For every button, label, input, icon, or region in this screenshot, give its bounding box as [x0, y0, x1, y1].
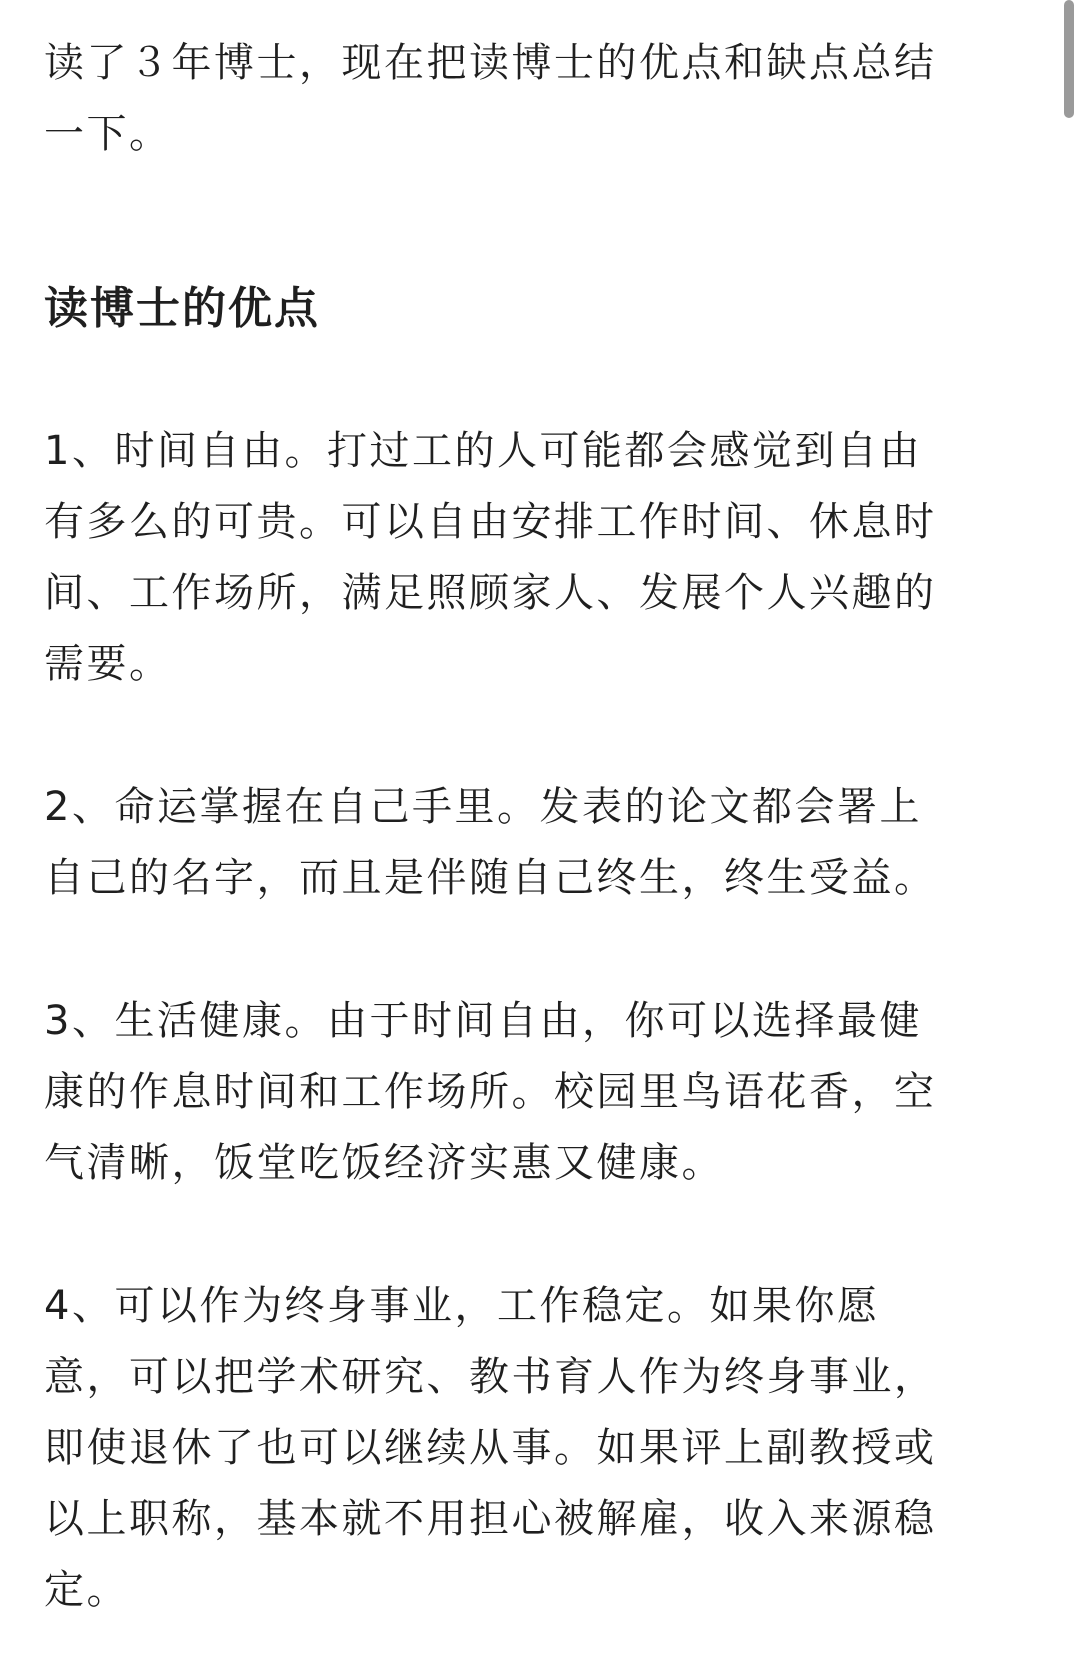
- item-line: 2、命运掌握在自己手里。发表的论文都会署上: [44, 784, 922, 830]
- list-item-4: [44, 1271, 1004, 1626]
- intro-line: 一下。: [44, 111, 172, 157]
- intro-line: 读了３年博士，现在把读博士的优点和缺点总结: [44, 40, 937, 86]
- list-item-1: [44, 416, 1004, 700]
- list-item-3: [44, 986, 1004, 1199]
- item-line: 康的作息时间和工作场所。校园里鸟语花香，空: [44, 1069, 937, 1115]
- item-line: 自己的名字，而且是伴随自己终生，终生受益。: [44, 855, 937, 901]
- section-heading: 读博士的优点: [44, 283, 320, 334]
- item-line: 定。: [44, 1567, 129, 1613]
- item-line: 4、可以作为终身事业，工作稳定。如果你愿: [44, 1283, 880, 1329]
- intro-paragraph: [44, 28, 1004, 170]
- article-body: [44, 28, 1004, 1626]
- item-line: 即使退休了也可以继续从事。如果评上副教授或: [44, 1425, 937, 1471]
- item-line: 3、生活健康。由于时间自由，你可以选择最健: [44, 998, 922, 1044]
- item-line: 1、时间自由。打过工的人可能都会感觉到自由: [44, 428, 922, 474]
- item-line: 间、工作场所，满足照顾家人、发展个人兴趣的: [44, 570, 937, 616]
- vertical-scrollbar[interactable]: [1064, 0, 1074, 118]
- item-line: 需要。: [44, 641, 172, 687]
- item-line: 以上职称，基本就不用担心被解雇，收入来源稳: [44, 1496, 937, 1542]
- item-line: 气清晰，饭堂吃饭经济实惠又健康。: [44, 1140, 724, 1186]
- item-line: 有多么的可贵。可以自由安排工作时间、休息时: [44, 499, 937, 545]
- item-line: 意，可以把学术研究、教书育人作为终身事业，: [44, 1354, 937, 1400]
- list-item-2: [44, 772, 1004, 914]
